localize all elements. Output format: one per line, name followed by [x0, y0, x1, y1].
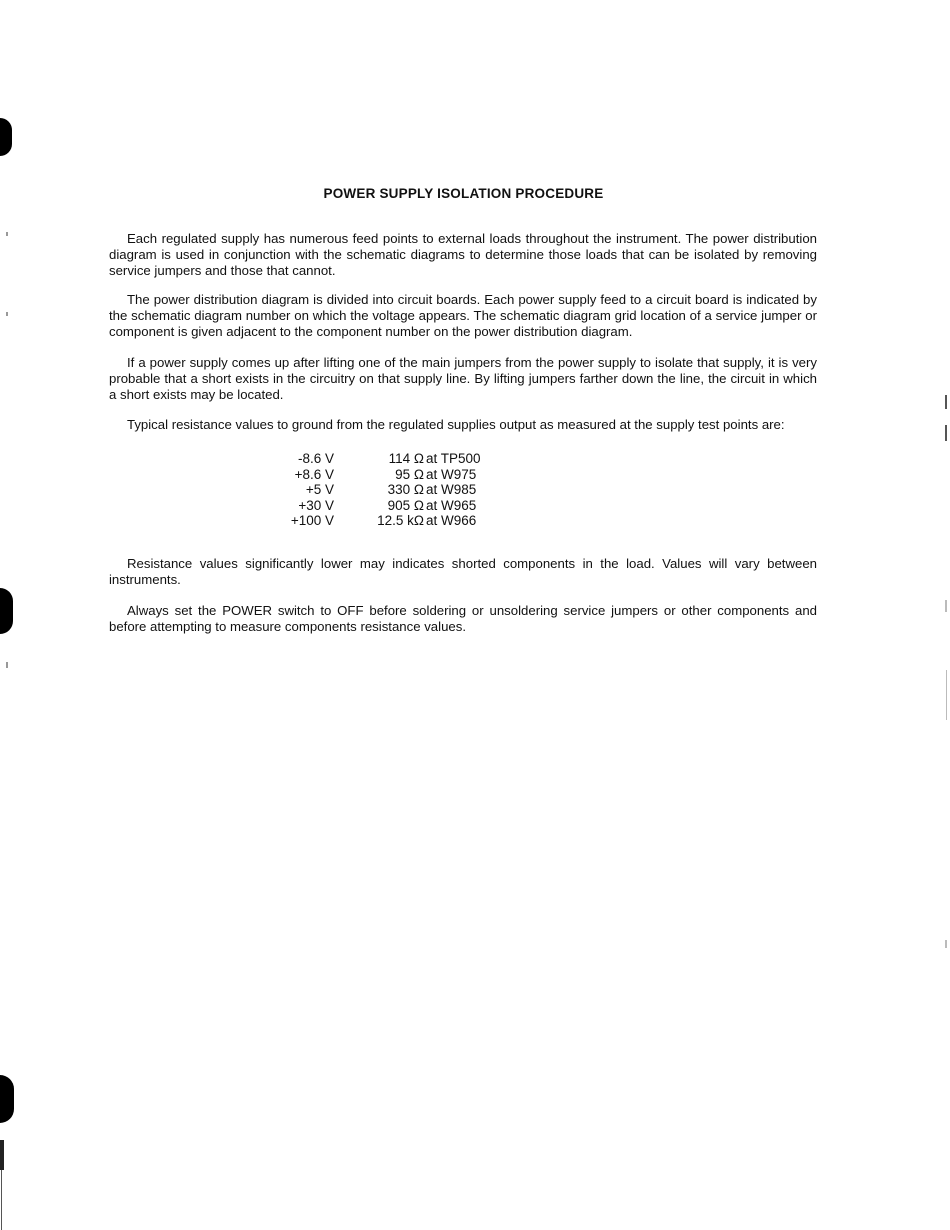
paragraph-lower-values: Resistance values significantly lower may indicates shorted components in the load. Values will vary between instruments. [109, 556, 817, 588]
scan-speck [6, 312, 8, 316]
test-point: at TP500 [426, 451, 481, 466]
test-point: at W985 [426, 482, 477, 497]
scan-speck [945, 940, 947, 948]
resistance-value: 905 Ω [387, 497, 424, 513]
binder-hole-bottom [0, 1075, 14, 1123]
test-point: at W975 [426, 466, 477, 482]
resistance-value: 330 Ω [387, 482, 424, 497]
paragraph-distribution-diagram: The power distribution diagram is divided into circuit boards. Each power supply feed to a circuit board is indicated by the schematic diagram number on which the voltage appears. The schematic diagram grid location of a service jumper or component is given adjacent to the component number on the power distribution diagram. [109, 292, 817, 340]
scan-speck [945, 395, 947, 409]
resistance-value: 12.5 kΩ [377, 513, 424, 528]
voltage-value: +8.6 V [294, 466, 334, 482]
scan-speck [6, 232, 8, 236]
test-point: at W966 [426, 513, 477, 528]
paragraph-typical-values-intro: Typical resistance values to ground from the regulated supplies output as measured at the supply test points are: [127, 417, 785, 433]
table-row [250, 467, 550, 483]
scan-speck [946, 670, 947, 720]
paragraph-feed-points: Each regulated supply has numerous feed points to external loads throughout the instrument. The power distribution diagram is used in conjunction with the schematic diagrams to determine those loads that can be isolated by removing service jumpers and those that cannot. [109, 231, 817, 279]
table-row [250, 498, 550, 514]
voltage-value: +5 V [305, 482, 334, 497]
scan-speck [945, 600, 947, 612]
table-row [250, 513, 550, 529]
table-row [250, 482, 550, 498]
page-title: POWER SUPPLY ISOLATION PROCEDURE [323, 186, 604, 201]
resistance-value: 95 Ω [395, 466, 424, 482]
paragraph-isolating-short: If a power supply comes up after lifting one of the main jumpers from the power supply to isolate that supply, it is very probable that a short exists in the circuitry on that supply line. By lifting jumpers farther down the line, the circuit in which a short exists may be located. [109, 355, 817, 403]
paragraph-power-off-warning: Always set the POWER switch to OFF before soldering or unsoldering service jumpers or other components and before attempting to measure components resistance values. [109, 603, 817, 635]
resistance-value: 114 Ω [388, 451, 424, 466]
test-point: at W965 [426, 497, 477, 513]
table-row [250, 451, 550, 467]
scan-speck [945, 425, 947, 441]
voltage-value: +30 V [298, 497, 334, 513]
resistance-table [250, 451, 550, 529]
binder-hole-middle [0, 588, 13, 634]
scan-edge-line [1, 1170, 2, 1230]
binder-hole-top [0, 118, 12, 156]
scan-edge-mark [0, 1140, 4, 1170]
scan-speck [6, 662, 8, 668]
voltage-value: +100 V [290, 513, 334, 528]
voltage-value: -8.6 V [297, 451, 334, 466]
